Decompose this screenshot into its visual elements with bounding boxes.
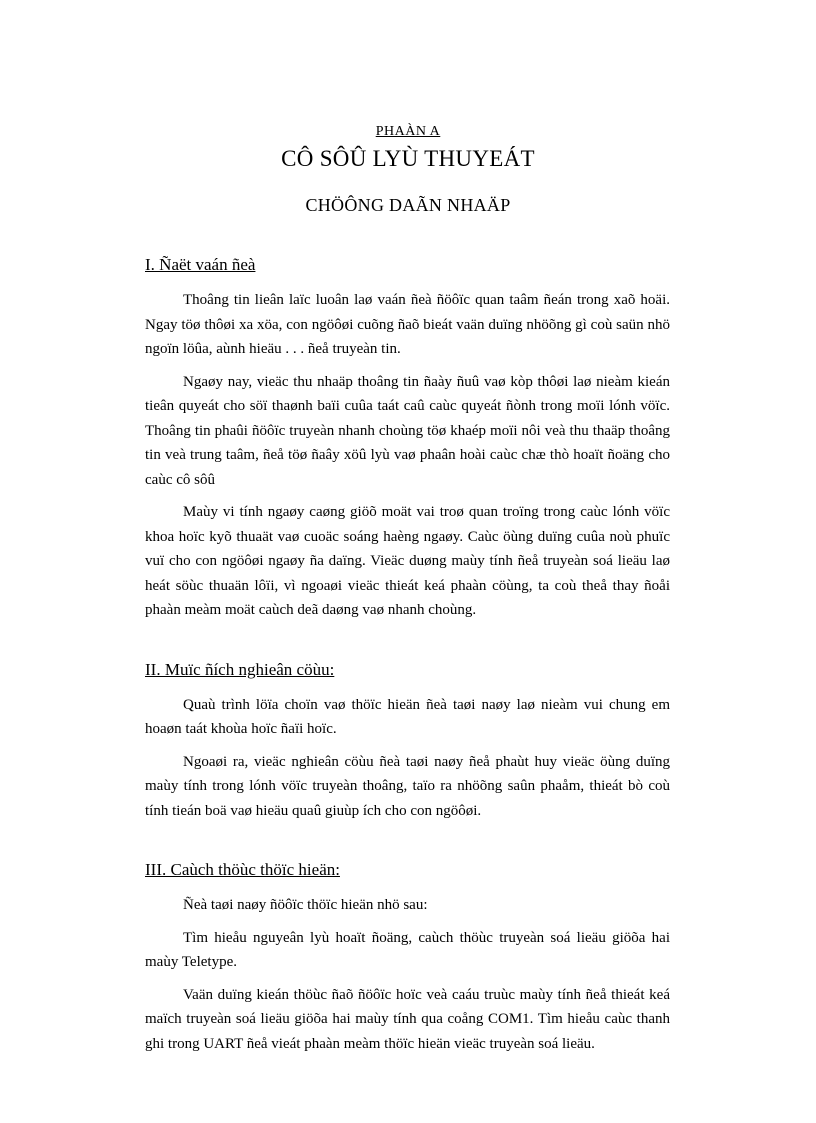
paragraph: Ngoaøi ra, vieäc nghieân cöùu ñeà taøi naøy ñeå phaùt huy vieäc öùng duïng maùy tính trong lónh vöïc truyeàn thoâng, taïo ra nhöõng saûn phaåm, thieát bò coù tính tieán boä vaø hieäu quaû giuùp ích cho con ngöôøi. xyxy=(145,753,670,819)
paragraph: Vaän duïng kieán thöùc ñaõ ñöôïc hoïc veà caáu truùc maùy tính ñeå thieát keá maïch truyeàn soá lieäu giöõa hai maùy tính qua coång COM1. Tìm hieåu caùc thanh ghi trong UART ñeå vieát phaàn meàm thöïc hieän vieäc truyeàn soá lieäu. xyxy=(145,986,670,1052)
part-label: PHAÀN A xyxy=(375,124,441,139)
section-implementation-method xyxy=(145,859,670,1056)
section-problem-statement xyxy=(145,254,670,623)
main-title: CÔ SÔÛ LYÙ THUYEÁT xyxy=(281,146,535,171)
paragraph: Ngaøy nay, vieäc thu nhaäp thoâng tin ñaày ñuû vaø kòp thôøi laø nieàm kieán tieân quyeát cho söï thaønh baïi cuûa taát caû caùc quyeát ñònh trong moïi lónh vöïc. Thoâng tin phaûi ñöôïc truyeàn nhanh choùng töø khaép moïi nôi veà thu thaäp thoâng tin veà trung taâm, ñeå töø ñaây xöû lyù vaø phaân hoài caùc chæ thò hoaït ñoäng cho caùc cô sôû xyxy=(145,373,670,488)
document-body xyxy=(145,254,670,1064)
section-heading: III. Caùch thöùc thöïc hieän: xyxy=(145,860,340,879)
paragraph: Ñeà taøi naøy ñöôïc thöïc hieän nhö sau: xyxy=(183,897,428,913)
section-research-purpose xyxy=(145,659,670,824)
section-heading: II. Muïc ñích nghieân cöùu: xyxy=(145,659,335,679)
section-heading: I. Ñaët vaán ñeà xyxy=(145,255,256,274)
paragraph: Quaù trình löïa choïn vaø thöïc hieän ñeà taøi naøy laø nieàm vui chung em hoaøn taát khoùa hoïc ñaïi hoïc. xyxy=(145,696,670,737)
chapter-title: CHÖÔNG DAÃN NHAÄP xyxy=(305,195,511,215)
paragraph: Maùy vi tính ngaøy caøng giöõ moät vai troø quan troïng trong caùc lónh vöïc khoa hoïc kyõ thuaät vaø cuoäc soáng haèng ngaøy. Caùc öùng duïng cuûa noù phuïc vuï cho con ngöôøi ngaøy ña daïng. Vieäc duøng maùy tính ñeå truyeàn soá lieäu laø heát söùc thuaän lôïi, vì ngoaøi vieäc thieát keá phaàn cöùng, ta coù theå thay ñoåi phaàn meàm moät caùch deã daøng vaø nhanh choùng. xyxy=(145,504,670,618)
paragraph: Tìm hieåu nguyeân lyù hoaït ñoäng, caùch thöùc truyeàn soá lieäu giöõa hai maùy Teletype. xyxy=(145,929,670,970)
paragraph: Thoâng tin lieân laïc luoân laø vaán ñeà ñöôïc quan taâm ñeán trong xaõ hoäi. Ngay töø thôøi xa xöa, con ngöôøi cuõng ñaõ bieát vaän duïng nhöõng gì coù saün nhö ngoïn löûa, aùnh hieäu . . . ñeå truyeàn tin. xyxy=(145,292,670,357)
